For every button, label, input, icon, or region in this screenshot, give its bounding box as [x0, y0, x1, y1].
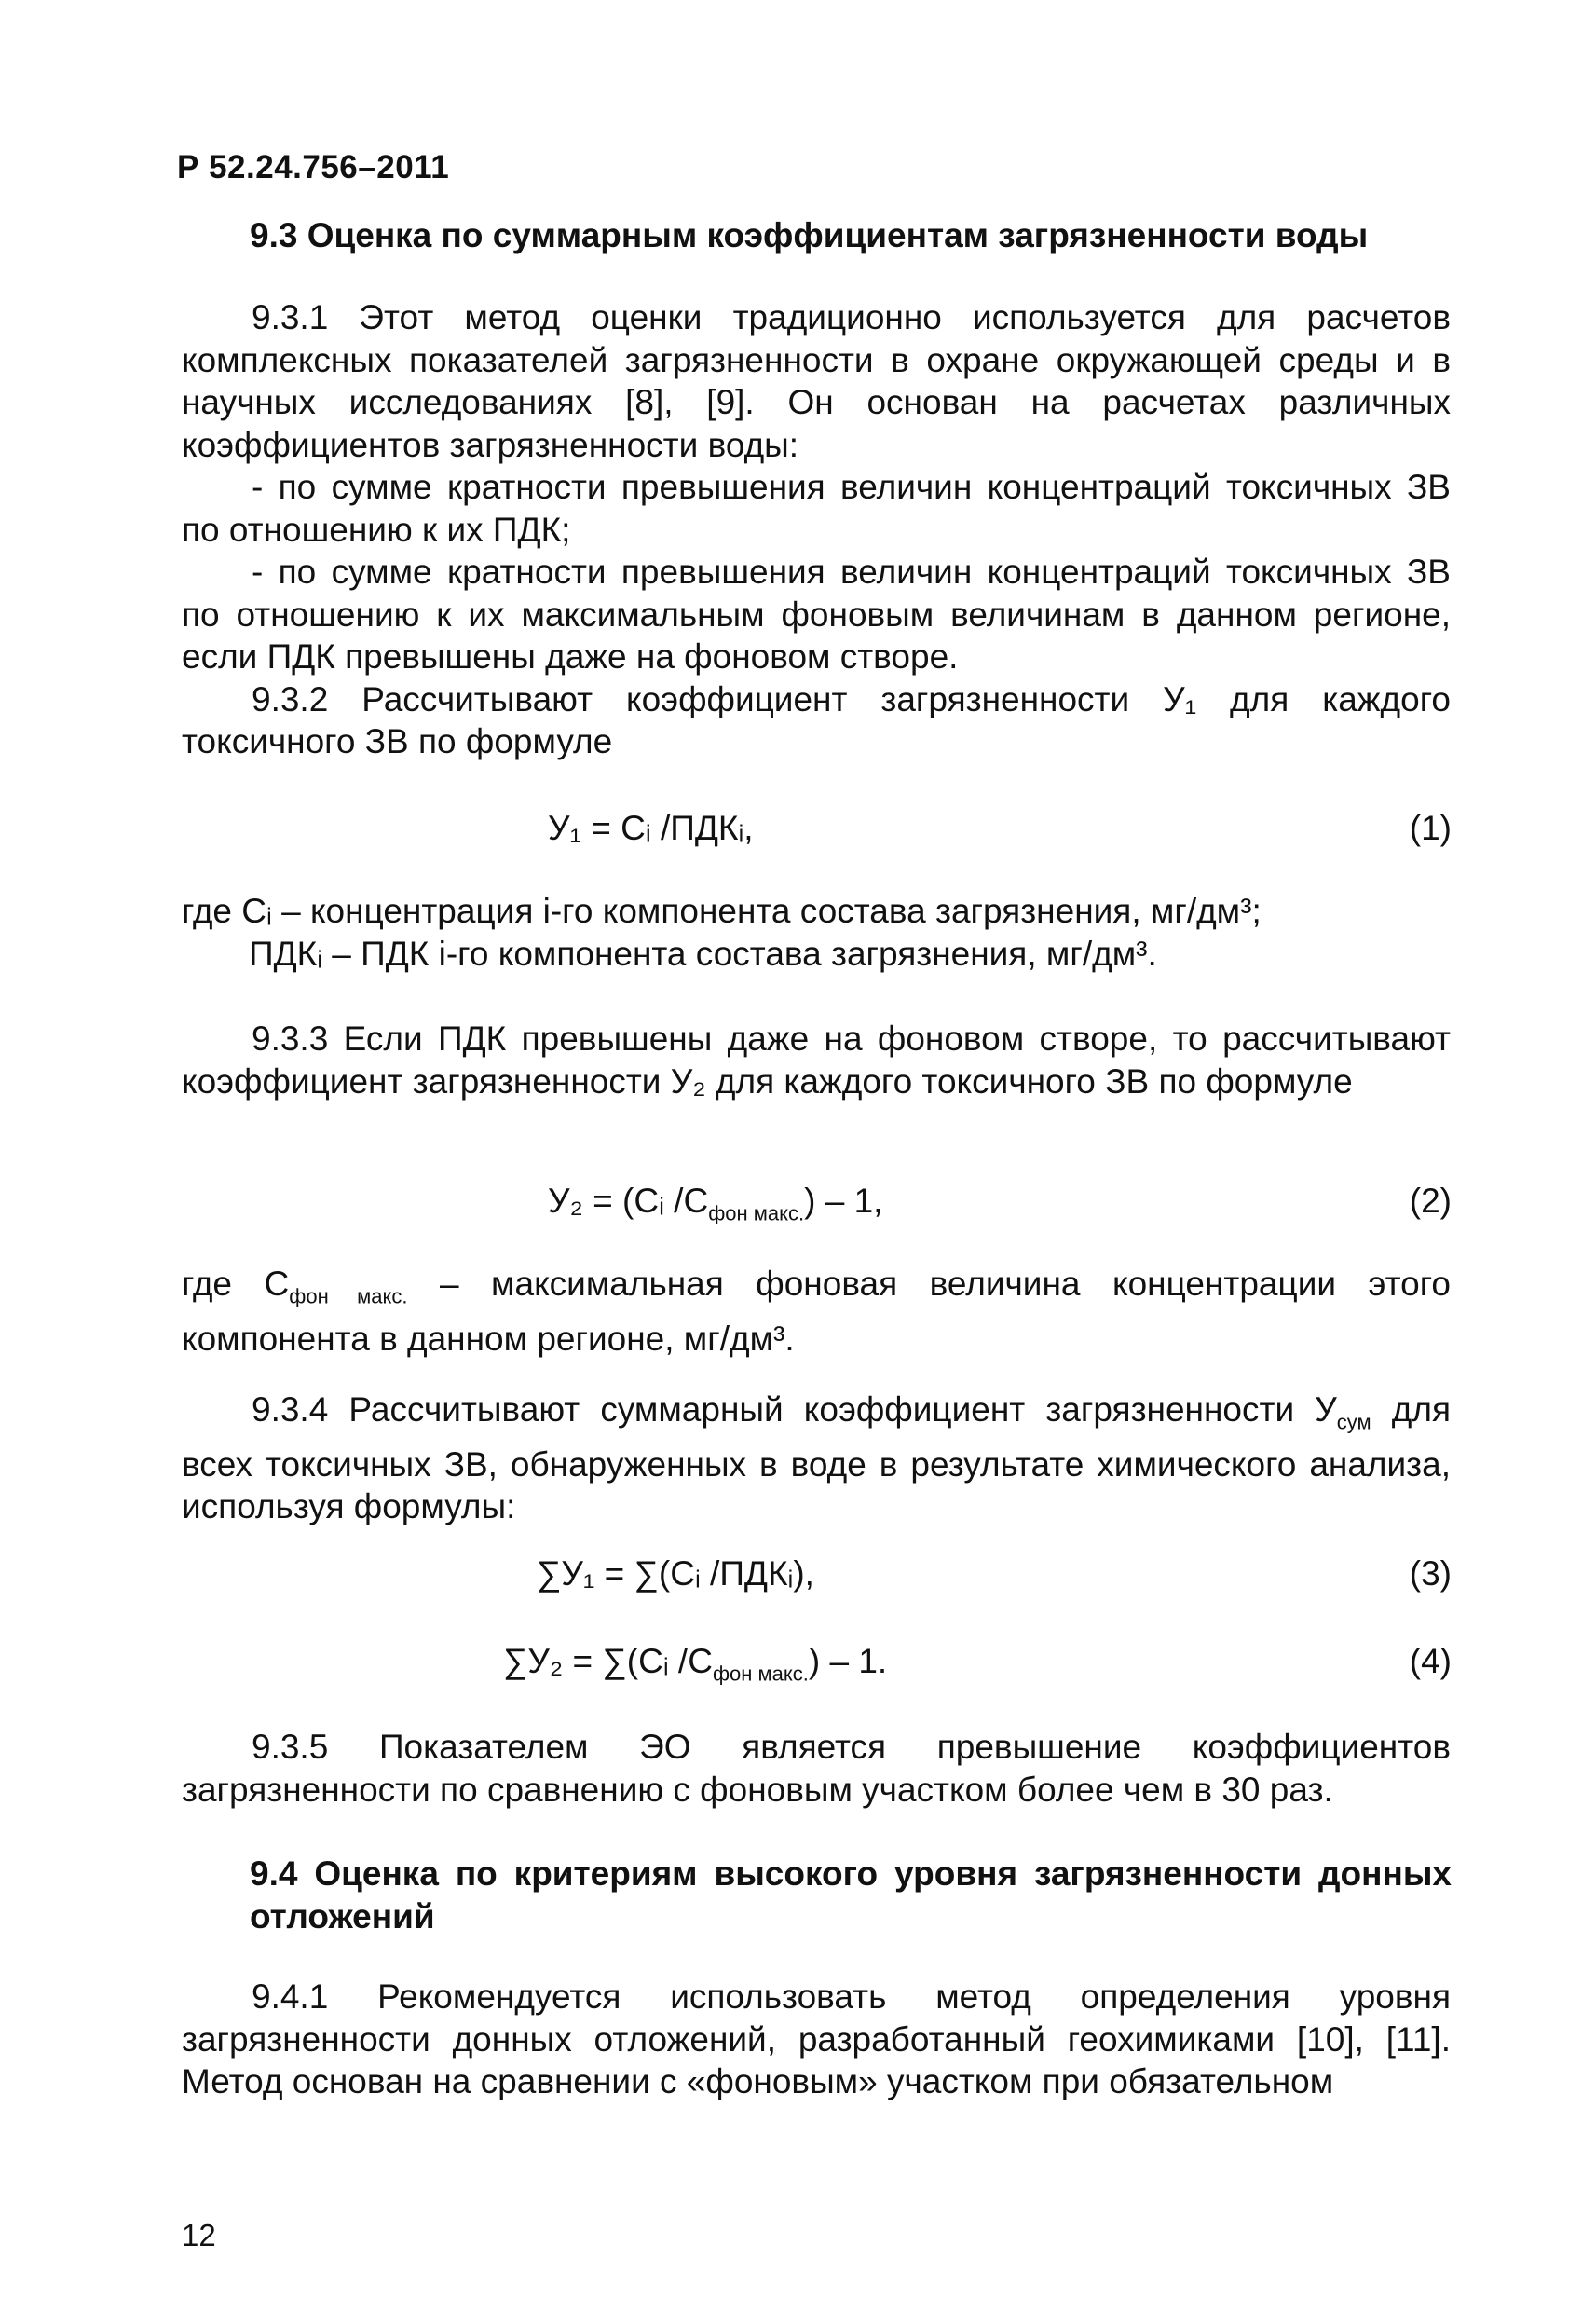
legend-text: – максимальная фоновая величина концентрации этого компонента в данном регионе, мг/дм³. — [182, 1265, 1451, 1359]
paragraph-text: 9.3.3 Если ПДК превышены даже на фоновом створе, то рассчитывают коэффициент загрязненности У₂ для каждого токсичного ЗВ по формуле — [182, 1019, 1451, 1101]
list-item: - по сумме кратности превышения величин концентраций токсичных ЗВ по отношению к их ПДК; — [182, 468, 1451, 549]
formula-1: У₁ = Cᵢ /ПДКᵢ, — [548, 809, 754, 847]
equation-number-3: (3) — [1409, 1554, 1452, 1593]
paragraph-span: 9.3.4 Рассчитывают суммарный коэффициент загрязненности У — [252, 1390, 1337, 1429]
equation-number-2: (2) — [1409, 1182, 1452, 1220]
paragraph-text: 9.3.1 Этот метод оценки традиционно используется для расчетов комплексных показателей загрязненности в охране окружающей среды и в научных исследованиях [8], [9]. Он основан на расчетах различных коэффициентов загрязненности воды: — [182, 298, 1451, 464]
legend-subscript: фон макс. — [289, 1284, 408, 1308]
section-heading-9-3: 9.3 Оценка по суммарным коэффициентам загрязненности воды — [250, 216, 1369, 254]
page-number: 12 — [182, 2218, 216, 2252]
formula-text: ) – 1. — [808, 1642, 888, 1680]
paragraph-text: 9.4.1 Рекомендуется использовать метод определения уровня загрязненности донных отложений, разработанный геохимиками [10], [11]. Метод основан на сравнении с «фоновым» участком при обязательном — [182, 1977, 1451, 2100]
formula-2-legend — [182, 1263, 1451, 1361]
formula-subscript: фон макс. — [708, 1201, 805, 1225]
formula-2 — [548, 1182, 882, 1225]
formula-text: У₂ = (Cᵢ /C — [548, 1182, 709, 1220]
equation-number-1: (1) — [1409, 809, 1452, 847]
legend-line: ПДКᵢ – ПДК i-го компонента состава загрязнения, мг/дм³. — [249, 935, 1157, 973]
formula-3: ∑У₁ = ∑(Cᵢ /ПДКᵢ), — [537, 1554, 814, 1593]
paragraph-span: для всех токсичных ЗВ, обнаруженных в воде в результате химического анализа, используя формулы: — [182, 1390, 1451, 1526]
paragraph-9-3-1 — [182, 296, 1451, 763]
formula-text: ) – 1, — [804, 1182, 883, 1220]
paragraph-9-3-5 — [182, 1726, 1451, 1811]
formula-4 — [503, 1642, 887, 1686]
paragraph-9-3-3 — [182, 1018, 1451, 1102]
section-heading-9-4: 9.4 Оценка по критериям высокого уровня загрязненности донных отложений — [250, 1854, 1452, 1936]
equation-number-4: (4) — [1409, 1642, 1452, 1680]
paragraph-9-3-4 — [182, 1389, 1451, 1528]
formula-text: ∑У₂ = ∑(Cᵢ /C — [503, 1642, 713, 1680]
paragraph-text — [182, 1389, 1451, 1528]
legend-line: где Cᵢ – концентрация i-го компонента состава загрязнения, мг/дм³; — [182, 892, 1262, 930]
formula-1-legend — [182, 890, 1451, 976]
formula-subscript: фон макс. — [712, 1662, 809, 1686]
list-item: - по сумме кратности превышения величин концентраций токсичных ЗВ по отношению к их максимальным фоновым величинам в данном регионе, если ПДК превышены даже на фоновом створе. — [182, 553, 1451, 676]
paragraph-9-4-1 — [182, 1976, 1451, 2103]
paragraph-text: 9.3.2 Рассчитывают коэффициент загрязненности У₁ для каждого токсичного ЗВ по формуле — [182, 679, 1451, 760]
legend-text: где C — [182, 1265, 290, 1303]
paragraph-subscript: сум — [1336, 1410, 1371, 1434]
document-code: Р 52.24.756–2011 — [177, 149, 450, 185]
paragraph-text: 9.3.5 Показателем ЭО является превышение коэффициентов загрязненности по сравнению с фоновым участком более чем в 30 раз. — [182, 1728, 1451, 1809]
